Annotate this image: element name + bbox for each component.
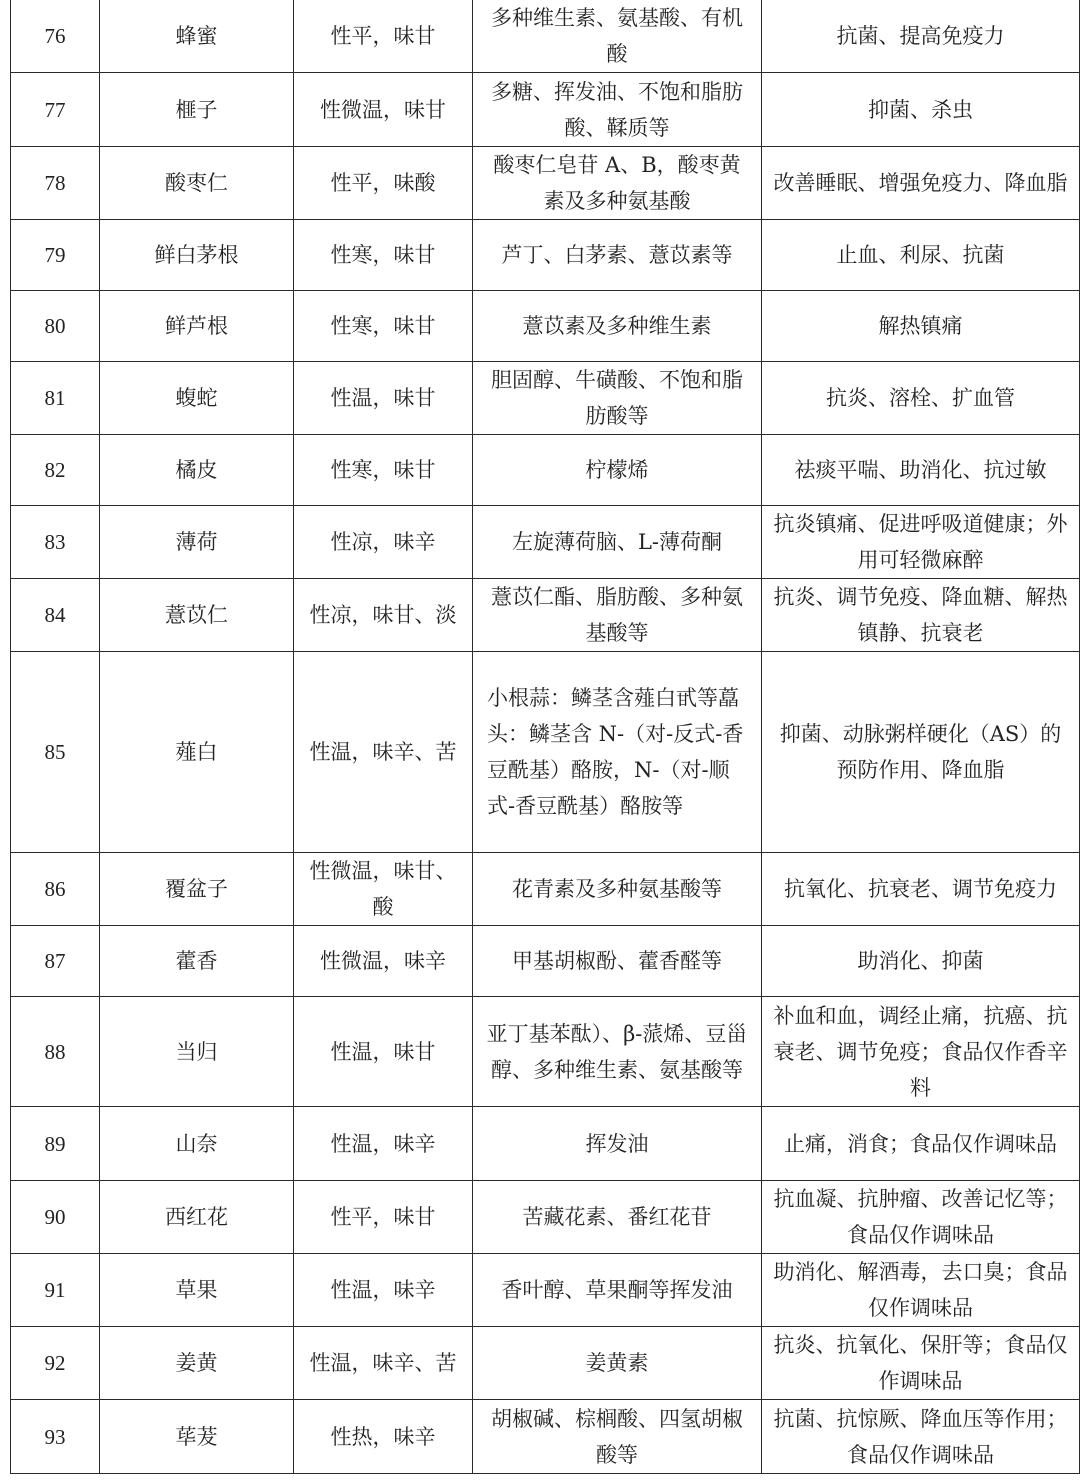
components-cell: 胡椒碱、棕榈酸、四氢胡椒酸等 (473, 1400, 762, 1474)
components-cell: 亚丁基苯酞）、β-蒎烯、豆甾醇、多种维生素、氨基酸等 (473, 997, 762, 1107)
table-row (11, 147, 1080, 220)
components-cell: 多糖、挥发油、不饱和脂肪酸、鞣质等 (473, 73, 762, 147)
row-number-cell: 79 (11, 220, 100, 291)
effects-cell: 助消化、解酒毒，去口臭；食品仅作调味品 (762, 1254, 1080, 1327)
row-number-cell: 91 (11, 1254, 100, 1327)
herb-table-body (11, 0, 1080, 1474)
herb-name-cell: 蝮蛇 (100, 362, 294, 435)
effects-cell: 抗炎、抗氧化、保肝等；食品仅作调味品 (762, 1327, 1080, 1400)
herb-table (10, 0, 1080, 1474)
nature-flavor-cell: 性温，味甘 (294, 362, 473, 435)
effects-cell: 抗炎镇痛、促进呼吸道健康；外用可轻微麻醉 (762, 506, 1080, 579)
row-number-cell: 87 (11, 926, 100, 997)
table-row (11, 926, 1080, 997)
effects-cell: 抗炎、溶栓、扩血管 (762, 362, 1080, 435)
row-number-cell: 77 (11, 73, 100, 147)
herb-name-cell: 山奈 (100, 1107, 294, 1181)
herb-name-cell: 当归 (100, 997, 294, 1107)
components-cell: 多种维生素、氨基酸、有机酸 (473, 0, 762, 73)
effects-cell: 抗炎、调节免疫、降血糖、解热镇静、抗衰老 (762, 579, 1080, 652)
components-cell: 花青素及多种氨基酸等 (473, 853, 762, 926)
row-number-cell: 76 (11, 0, 100, 73)
nature-flavor-cell: 性温，味甘 (294, 997, 473, 1107)
herb-name-cell: 姜黄 (100, 1327, 294, 1400)
effects-cell: 止血、利尿、抗菌 (762, 220, 1080, 291)
components-cell: 薏苡素及多种维生素 (473, 291, 762, 362)
components-cell: 酸枣仁皂苷 A、B，酸枣黄素及多种氨基酸 (473, 147, 762, 220)
table-row (11, 435, 1080, 506)
table-row (11, 73, 1080, 147)
row-number-cell: 92 (11, 1327, 100, 1400)
table-row (11, 853, 1080, 926)
nature-flavor-cell: 性寒，味甘 (294, 435, 473, 506)
nature-flavor-cell: 性凉，味甘、淡 (294, 579, 473, 652)
table-row (11, 506, 1080, 579)
components-cell: 芦丁、白茅素、薏苡素等 (473, 220, 762, 291)
row-number-cell: 81 (11, 362, 100, 435)
components-cell: 小根蒜：鳞茎含薤白甙等藠头：鳞茎含 N-（对-反式-香豆酰基）酪胺，N-（对-顺式-香豆酰基）酪胺等 (473, 652, 762, 853)
table-row (11, 1107, 1080, 1181)
row-number-cell: 84 (11, 579, 100, 652)
effects-cell: 止痛，消食；食品仅作调味品 (762, 1107, 1080, 1181)
components-cell: 挥发油 (473, 1107, 762, 1181)
components-cell: 柠檬烯 (473, 435, 762, 506)
table-row (11, 997, 1080, 1107)
effects-cell: 抑菌、动脉粥样硬化（AS）的预防作用、降血脂 (762, 652, 1080, 853)
herb-name-cell: 酸枣仁 (100, 147, 294, 220)
row-number-cell: 82 (11, 435, 100, 506)
herb-name-cell: 橘皮 (100, 435, 294, 506)
row-number-cell: 89 (11, 1107, 100, 1181)
components-cell: 香叶醇、草果酮等挥发油 (473, 1254, 762, 1327)
effects-cell: 抗菌、提高免疫力 (762, 0, 1080, 73)
nature-flavor-cell: 性温，味辛、苦 (294, 652, 473, 853)
table-row (11, 291, 1080, 362)
nature-flavor-cell: 性凉，味辛 (294, 506, 473, 579)
effects-cell: 解热镇痛 (762, 291, 1080, 362)
herb-name-cell: 荜茇 (100, 1400, 294, 1474)
herb-name-cell: 薄荷 (100, 506, 294, 579)
effects-cell: 抗血凝、抗肿瘤、改善记忆等；食品仅作调味品 (762, 1181, 1080, 1254)
herb-name-cell: 榧子 (100, 73, 294, 147)
nature-flavor-cell: 性寒，味甘 (294, 291, 473, 362)
effects-cell: 祛痰平喘、助消化、抗过敏 (762, 435, 1080, 506)
components-cell: 左旋薄荷脑、L-薄荷酮 (473, 506, 762, 579)
herb-name-cell: 草果 (100, 1254, 294, 1327)
nature-flavor-cell: 性微温，味辛 (294, 926, 473, 997)
herb-name-cell: 鲜白茅根 (100, 220, 294, 291)
row-number-cell: 83 (11, 506, 100, 579)
row-number-cell: 93 (11, 1400, 100, 1474)
table-row (11, 1181, 1080, 1254)
table-row (11, 0, 1080, 73)
effects-cell: 补血和血，调经止痛，抗癌、抗衰老、调节免疫；食品仅作香辛料 (762, 997, 1080, 1107)
row-number-cell: 80 (11, 291, 100, 362)
herb-name-cell: 覆盆子 (100, 853, 294, 926)
table-row (11, 362, 1080, 435)
nature-flavor-cell: 性平，味甘 (294, 1181, 473, 1254)
table-row (11, 1400, 1080, 1474)
herb-name-cell: 薤白 (100, 652, 294, 853)
row-number-cell: 85 (11, 652, 100, 853)
table-row (11, 579, 1080, 652)
herb-name-cell: 西红花 (100, 1181, 294, 1254)
nature-flavor-cell: 性微温，味甘、酸 (294, 853, 473, 926)
herb-name-cell: 藿香 (100, 926, 294, 997)
effects-cell: 抗菌、抗惊厥、降血压等作用；食品仅作调味品 (762, 1400, 1080, 1474)
nature-flavor-cell: 性寒，味甘 (294, 220, 473, 291)
nature-flavor-cell: 性温，味辛 (294, 1254, 473, 1327)
row-number-cell: 88 (11, 997, 100, 1107)
effects-cell: 助消化、抑菌 (762, 926, 1080, 997)
components-cell: 苦藏花素、番红花苷 (473, 1181, 762, 1254)
components-cell: 姜黄素 (473, 1327, 762, 1400)
row-number-cell: 78 (11, 147, 100, 220)
herb-name-cell: 薏苡仁 (100, 579, 294, 652)
nature-flavor-cell: 性温，味辛 (294, 1107, 473, 1181)
nature-flavor-cell: 性热，味辛 (294, 1400, 473, 1474)
components-cell: 胆固醇、牛磺酸、不饱和脂肪酸等 (473, 362, 762, 435)
nature-flavor-cell: 性平，味酸 (294, 147, 473, 220)
nature-flavor-cell: 性温，味辛、苦 (294, 1327, 473, 1400)
table-row (11, 1254, 1080, 1327)
effects-cell: 抑菌、杀虫 (762, 73, 1080, 147)
nature-flavor-cell: 性平，味甘 (294, 0, 473, 73)
herb-name-cell: 蜂蜜 (100, 0, 294, 73)
row-number-cell: 86 (11, 853, 100, 926)
herb-name-cell: 鲜芦根 (100, 291, 294, 362)
effects-cell: 改善睡眠、增强免疫力、降血脂 (762, 147, 1080, 220)
row-number-cell: 90 (11, 1181, 100, 1254)
nature-flavor-cell: 性微温，味甘 (294, 73, 473, 147)
table-row (11, 220, 1080, 291)
table-row (11, 652, 1080, 853)
components-cell: 薏苡仁酯、脂肪酸、多种氨基酸等 (473, 579, 762, 652)
table-row (11, 1327, 1080, 1400)
components-cell: 甲基胡椒酚、藿香醛等 (473, 926, 762, 997)
effects-cell: 抗氧化、抗衰老、调节免疫力 (762, 853, 1080, 926)
